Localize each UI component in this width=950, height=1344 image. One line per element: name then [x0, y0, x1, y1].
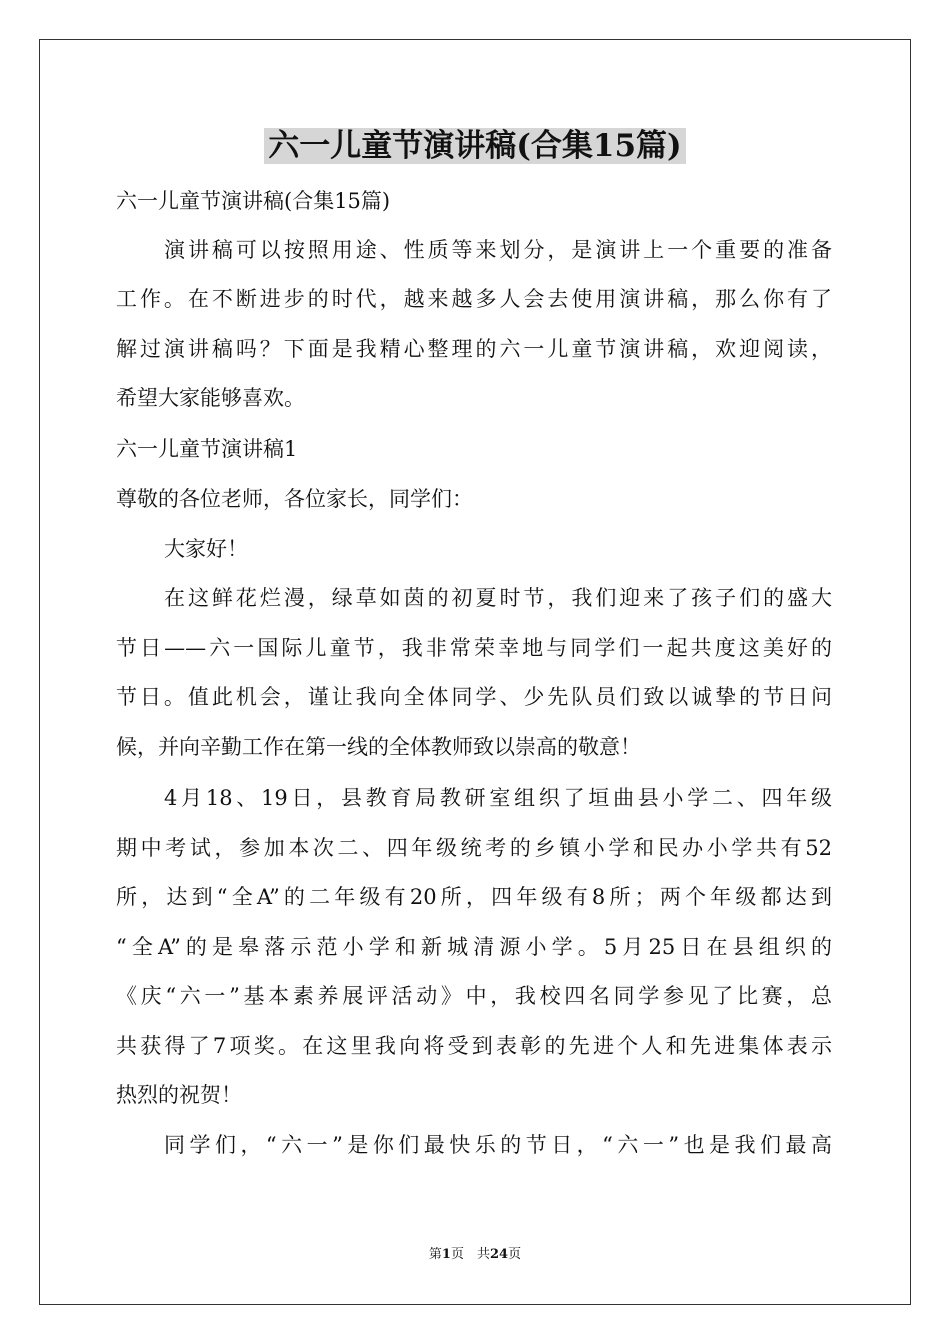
paragraph-line: 希望大家能够喜欢。: [116, 386, 305, 410]
paragraph-line: 4月18、19日，县教育局教研室组织了垣曲县小学二、四年级: [164, 786, 832, 810]
paragraph-line: 演讲稿可以按照用途、性质等来划分，是演讲上一个重要的准备: [164, 238, 832, 262]
paragraph-line: 节日。值此机会，谨让我向全体同学、少先队员们致以诚挚的节日问: [116, 685, 832, 709]
paragraph-line: 期中考试，参加本次二、四年级统考的乡镇小学和民办小学共有52: [116, 836, 832, 860]
paragraph-line: 所，达到“全A”的二年级有20所，四年级有8所；两个年级都达到: [116, 885, 832, 909]
paragraph-line: 解过演讲稿吗？下面是我精心整理的六一儿童节演讲稿，欢迎阅读，: [116, 337, 832, 361]
footer-mid: 页 共: [450, 1247, 490, 1262]
paragraph-line: 《庆“六一”基本素养展评活动》中，我校四名同学参见了比赛，总: [116, 984, 832, 1008]
paragraph-line: 候，并向辛勤工作在第一线的全体教师致以崇高的敬意！: [116, 735, 641, 759]
paragraph-line: 共获得了7项奖。在这里我向将受到表彰的先进个人和先进集体表示: [116, 1034, 832, 1058]
footer-prefix: 第: [428, 1247, 442, 1262]
paragraph-line: “全A”的是皋落示范小学和新城清源小学。5月25日在县组织的: [116, 935, 832, 959]
page-footer: [0, 1246, 950, 1264]
paragraph-line: 工作。在不断进步的时代，越来越多人会去使用演讲稿，那么你有了: [116, 287, 832, 311]
footer-suffix: 页: [508, 1247, 522, 1262]
document-title-text: 六一儿童节演讲稿(合集15篇): [264, 128, 685, 164]
footer-current-page: 1: [441, 1247, 451, 1262]
document-title: [0, 124, 950, 168]
footer-total-pages: 24: [489, 1247, 509, 1262]
paragraph-line: 热烈的祝贺！: [116, 1083, 242, 1107]
paragraph-line: 在这鲜花烂漫，绿草如茵的初夏时节，我们迎来了孩子们的盛大: [164, 586, 832, 610]
section-heading: 六一儿童节演讲稿1: [116, 437, 298, 461]
greeting-line: 大家好！: [164, 537, 248, 561]
paragraph-line: 同学们，“六一”是你们最快乐的节日，“六一”也是我们最高: [164, 1133, 832, 1157]
salutation-line: 尊敬的各位老师，各位家长，同学们：: [116, 487, 473, 511]
subtitle-line: 六一儿童节演讲稿(合集15篇): [116, 189, 391, 213]
page-border: [39, 39, 911, 1305]
paragraph-line: 节日——六一国际儿童节，我非常荣幸地与同学们一起共度这美好的: [116, 636, 832, 660]
